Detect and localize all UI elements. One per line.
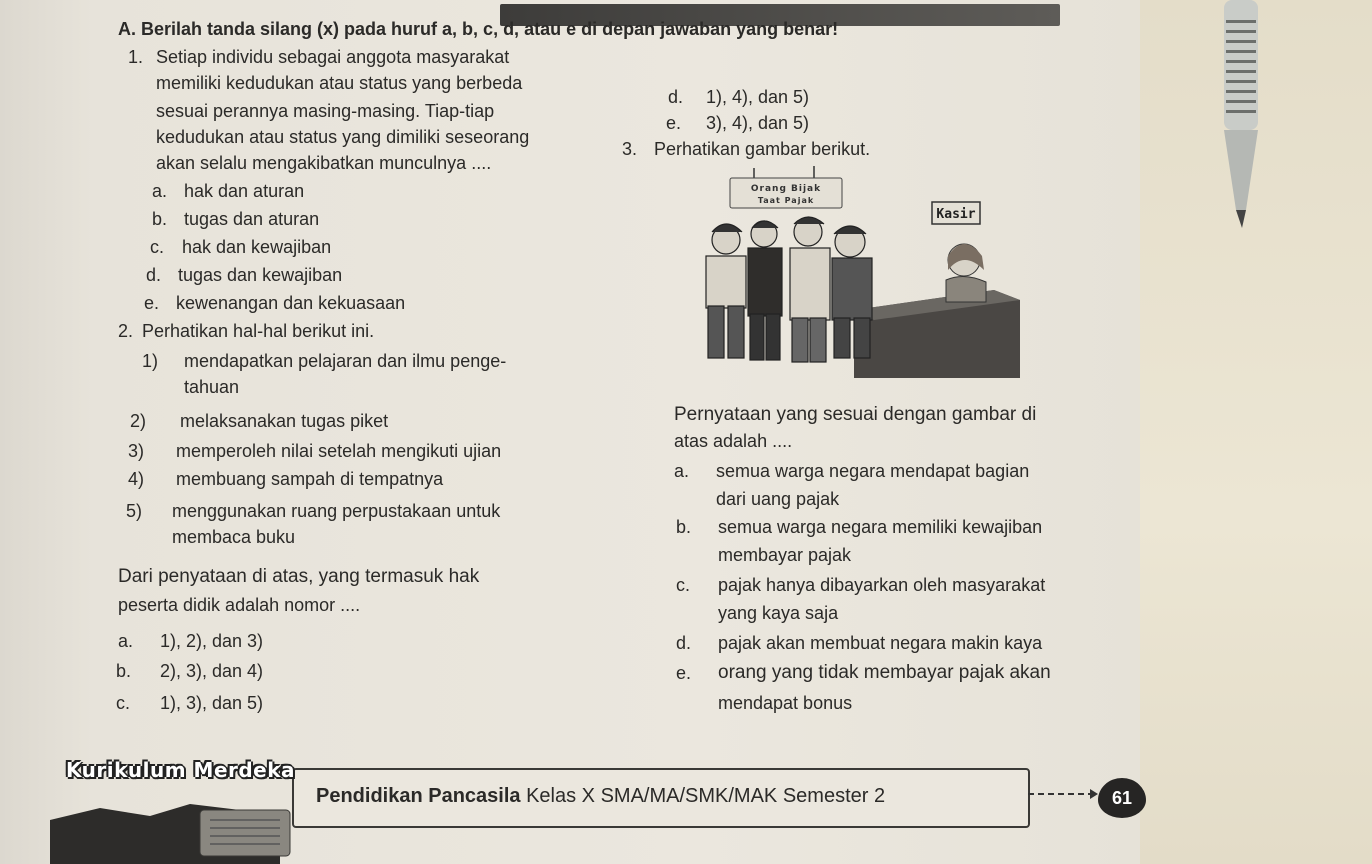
q2-option-letter[interactable]: e.: [666, 113, 682, 133]
q1-text-line: kedudukan atau status yang dimiliki seseorang: [156, 127, 530, 147]
q2-item-text: melaksanakan tugas piket: [180, 411, 389, 431]
q1-option-letter[interactable]: c.: [150, 237, 165, 257]
q3-option-letter[interactable]: d.: [676, 633, 692, 653]
q1-option-text: kewenangan dan kekuasaan: [176, 293, 406, 313]
q3-option-text: pajak hanya dibayarkan oleh masyarakat: [718, 575, 1046, 595]
q2-item-text: mendapatkan pelajaran dan ilmu penge-: [184, 351, 507, 371]
q1-text-line: memiliki kedudukan atau status yang berbeda: [156, 73, 523, 93]
kasir-label: Kasir: [936, 207, 976, 222]
q3-option-text: pajak akan membuat negara makin kaya: [718, 633, 1043, 653]
q3-option-letter[interactable]: b.: [676, 517, 692, 537]
q2-item-number: 4): [128, 469, 145, 489]
footer-book-title-bold: Pendidikan Pancasila: [316, 785, 521, 807]
q2-option-text: 1), 4), dan 5): [706, 87, 810, 107]
q3-question-line: atas adalah ....: [674, 431, 793, 451]
q3-option-text: orang yang tidak membayar pajak akan: [718, 662, 1051, 683]
footer-book-title: [316, 783, 885, 809]
q3-intro: Perhatikan gambar berikut.: [654, 139, 871, 159]
q3-option-letter[interactable]: c.: [676, 575, 691, 595]
q2-option-letter[interactable]: c.: [116, 693, 131, 713]
q2-question-line: Dari penyataan di atas, yang termasuk hak: [118, 566, 480, 587]
q2-option-text: 1), 3), dan 5): [160, 693, 264, 713]
tax-cashier-illustration: [664, 160, 1024, 380]
q2-item-text: tahuan: [184, 377, 240, 397]
q1-option-letter[interactable]: d.: [146, 265, 162, 285]
q1-text-line: Setiap individu sebagai anggota masyarakat: [156, 47, 510, 67]
q2-item-number: 1): [142, 351, 159, 371]
q2-option-letter[interactable]: a.: [118, 631, 134, 651]
q2-item-number: 2): [130, 411, 147, 431]
section-title: A. Berilah tanda silang (x) pada huruf a, b, c, d, atau e di depan jawaban yang benar!: [118, 19, 839, 39]
q1-option-letter[interactable]: e.: [144, 293, 160, 313]
pen-icon: [1200, 0, 1280, 240]
q1-option-letter[interactable]: a.: [152, 181, 168, 201]
q2-intro: Perhatikan hal-hal berikut ini.: [142, 321, 375, 341]
q1-option-text: tugas dan aturan: [184, 209, 320, 229]
q2-question-line: peserta didik adalah nomor ....: [118, 595, 361, 615]
q1-number: 1.: [128, 47, 144, 67]
q3-option-text: semua warga negara memiliki kewajiban: [718, 517, 1043, 537]
q3-option-letter[interactable]: e.: [676, 663, 692, 683]
q3-question-line: Pernyataan yang sesuai dengan gambar di: [674, 404, 1037, 425]
sign-text-line: Taat Pajak: [757, 196, 815, 205]
q2-item-text: membuang sampah di tempatnya: [176, 469, 444, 489]
q2-option-text: 3), 4), dan 5): [706, 113, 810, 133]
q2-item-text: memperoleh nilai setelah mengikuti ujian: [176, 441, 502, 461]
q3-option-text: dari uang pajak: [716, 489, 840, 509]
q2-item-text: menggunakan ruang perpustakaan untuk: [172, 501, 501, 521]
q2-item-text: membaca buku: [172, 527, 296, 547]
q1-option-text: tugas dan kewajiban: [178, 265, 343, 285]
footer-arrow-decoration: [1028, 784, 1098, 804]
q3-option-text: membayar pajak: [718, 545, 852, 565]
sign-text-line: Orang Bijak: [750, 184, 822, 194]
q1-text-line: akan selalu mengakibatkan munculnya ....: [156, 153, 492, 173]
footer-decoration: [40, 780, 300, 864]
q2-option-letter[interactable]: d.: [668, 87, 684, 107]
q3-option-text: mendapat bonus: [718, 693, 853, 713]
q3-option-text: yang kaya saja: [718, 603, 839, 623]
q2-item-number: 3): [128, 441, 145, 461]
q2-option-text: 1), 2), dan 3): [160, 631, 264, 651]
q1-option-text: hak dan kewajiban: [182, 237, 332, 257]
q3-option-text: semua warga negara mendapat bagian: [716, 461, 1030, 481]
q1-option-text: hak dan aturan: [184, 181, 305, 201]
footer-book-title-rest: Kelas X SMA/MA/SMK/MAK Semester 2: [520, 785, 886, 807]
kurikulum-merdeka-badge: Kurikulum Merdeka: [66, 758, 296, 782]
q2-item-number: 5): [126, 501, 143, 521]
q1-option-letter[interactable]: b.: [152, 209, 168, 229]
q2-number: 2.: [118, 321, 134, 341]
q3-number: 3.: [622, 139, 638, 159]
q3-option-letter[interactable]: a.: [674, 461, 690, 481]
page-number: 61: [1098, 778, 1146, 818]
q2-option-letter[interactable]: b.: [116, 661, 132, 681]
q1-text-line: sesuai perannya masing-masing. Tiap-tiap: [156, 101, 495, 121]
q2-option-text: 2), 3), dan 4): [160, 661, 264, 681]
